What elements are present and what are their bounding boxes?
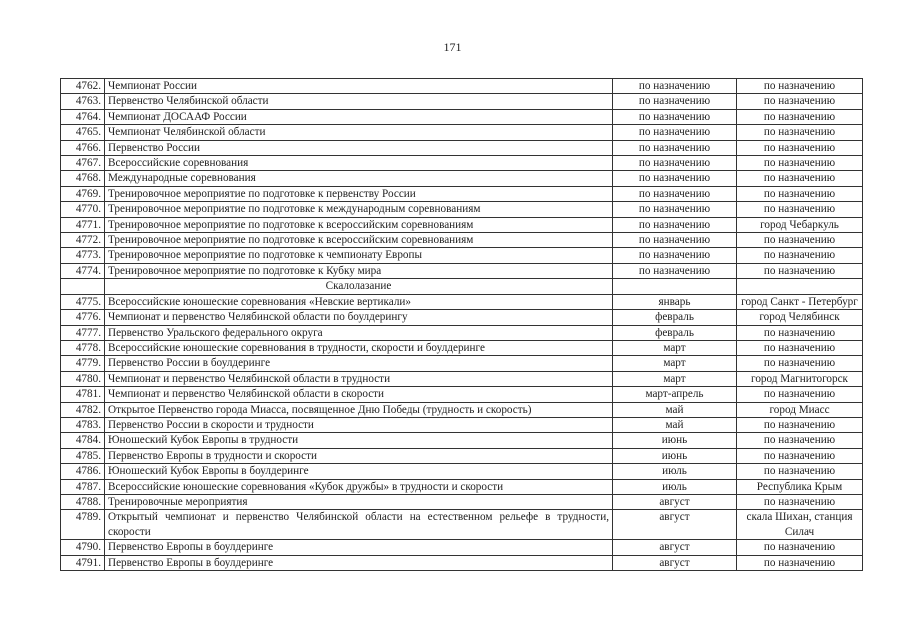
table-row bbox=[61, 263, 863, 278]
event-date: март bbox=[613, 356, 737, 371]
event-place: город Санкт - Петербург bbox=[737, 294, 863, 309]
event-date: март bbox=[613, 371, 737, 386]
event-name: Тренировочное мероприятие по подготовке к всероссийским соревнованиям bbox=[105, 217, 613, 232]
event-name: Первенство России в скорости и трудности bbox=[105, 417, 613, 432]
event-date: по назначению bbox=[613, 109, 737, 124]
event-date: по назначению bbox=[613, 248, 737, 263]
event-place: по назначению bbox=[737, 186, 863, 201]
table-row bbox=[61, 433, 863, 448]
events-table-body bbox=[61, 79, 863, 571]
row-number: 4779. bbox=[61, 356, 105, 371]
table-row bbox=[61, 310, 863, 325]
event-place: по назначению bbox=[737, 387, 863, 402]
event-date: июль bbox=[613, 479, 737, 494]
event-place: по назначению bbox=[737, 340, 863, 355]
event-place: по назначению bbox=[737, 109, 863, 124]
event-place: по назначению bbox=[737, 171, 863, 186]
table-row bbox=[61, 356, 863, 371]
event-name: Тренировочное мероприятие по подготовке к чемпионату Европы bbox=[105, 248, 613, 263]
row-number: 4768. bbox=[61, 171, 105, 186]
event-date: июнь bbox=[613, 448, 737, 463]
event-place: по назначению bbox=[737, 356, 863, 371]
table-row bbox=[61, 448, 863, 463]
row-number: 4778. bbox=[61, 340, 105, 355]
event-place: скала Шихан, станция Силач bbox=[737, 510, 863, 540]
row-number: 4791. bbox=[61, 555, 105, 570]
row-number: 4783. bbox=[61, 417, 105, 432]
event-name: Всероссийские юношеские соревнования «Невские вертикали» bbox=[105, 294, 613, 309]
event-date: январь bbox=[613, 294, 737, 309]
event-name: Юношеский Кубок Европы в боулдеринге bbox=[105, 464, 613, 479]
event-name: Тренировочное мероприятие по подготовке к международным соревнованиям bbox=[105, 202, 613, 217]
table-row bbox=[61, 233, 863, 248]
table-row bbox=[61, 248, 863, 263]
event-name: Первенство Европы в боулдеринге bbox=[105, 555, 613, 570]
table-row bbox=[61, 494, 863, 509]
event-place: город Челябинск bbox=[737, 310, 863, 325]
row-number: 4787. bbox=[61, 479, 105, 494]
section-title: Скалолазание bbox=[105, 279, 613, 294]
row-number: 4763. bbox=[61, 94, 105, 109]
row-number: 4775. bbox=[61, 294, 105, 309]
event-place: город Магнитогорск bbox=[737, 371, 863, 386]
row-number: 4772. bbox=[61, 233, 105, 248]
event-place: город Чебаркуль bbox=[737, 217, 863, 232]
event-date: по назначению bbox=[613, 263, 737, 278]
event-place: по назначению bbox=[737, 248, 863, 263]
event-name: Юношеский Кубок Европы в трудности bbox=[105, 433, 613, 448]
event-name: Первенство России bbox=[105, 140, 613, 155]
event-name: Открытый чемпионат и первенство Челябинской области на естественном рельефе в трудности, скорости bbox=[105, 510, 613, 540]
event-place: по назначению bbox=[737, 140, 863, 155]
row-number: 4770. bbox=[61, 202, 105, 217]
table-row bbox=[61, 109, 863, 124]
table-row bbox=[61, 325, 863, 340]
row-number: 4777. bbox=[61, 325, 105, 340]
table-row bbox=[61, 140, 863, 155]
row-number: 4782. bbox=[61, 402, 105, 417]
event-place: по назначению bbox=[737, 233, 863, 248]
table-row bbox=[61, 294, 863, 309]
row-number: 4790. bbox=[61, 540, 105, 555]
section-empty-cell bbox=[61, 279, 105, 294]
event-place: по назначению bbox=[737, 156, 863, 171]
event-date: по назначению bbox=[613, 202, 737, 217]
event-date: август bbox=[613, 555, 737, 570]
event-date: февраль bbox=[613, 325, 737, 340]
event-name: Чемпионат Челябинской области bbox=[105, 125, 613, 140]
event-place: по назначению bbox=[737, 464, 863, 479]
row-number: 4774. bbox=[61, 263, 105, 278]
row-number: 4764. bbox=[61, 109, 105, 124]
event-date: по назначению bbox=[613, 156, 737, 171]
row-number: 4789. bbox=[61, 510, 105, 540]
row-number: 4767. bbox=[61, 156, 105, 171]
row-number: 4771. bbox=[61, 217, 105, 232]
event-place: по назначению bbox=[737, 417, 863, 432]
row-number: 4765. bbox=[61, 125, 105, 140]
row-number: 4762. bbox=[61, 79, 105, 94]
event-name: Первенство Европы в боулдеринге bbox=[105, 540, 613, 555]
event-name: Чемпионат и первенство Челябинской области в трудности bbox=[105, 371, 613, 386]
event-date: июнь bbox=[613, 433, 737, 448]
event-place: город Миасс bbox=[737, 402, 863, 417]
event-place: по назначению bbox=[737, 125, 863, 140]
row-number: 4780. bbox=[61, 371, 105, 386]
event-name: Всероссийские юношеские соревнования в трудности, скорости и боулдеринге bbox=[105, 340, 613, 355]
event-date: август bbox=[613, 510, 737, 540]
table-row bbox=[61, 464, 863, 479]
table-row bbox=[61, 371, 863, 386]
event-date: май bbox=[613, 417, 737, 432]
event-date: февраль bbox=[613, 310, 737, 325]
row-number: 4784. bbox=[61, 433, 105, 448]
event-date: по назначению bbox=[613, 79, 737, 94]
row-number: 4766. bbox=[61, 140, 105, 155]
event-place: по назначению bbox=[737, 433, 863, 448]
event-place: по назначению bbox=[737, 448, 863, 463]
table-row bbox=[61, 186, 863, 201]
event-date: май bbox=[613, 402, 737, 417]
table-row bbox=[61, 125, 863, 140]
event-date: по назначению bbox=[613, 186, 737, 201]
table-row bbox=[61, 202, 863, 217]
table-row bbox=[61, 217, 863, 232]
event-place: по назначению bbox=[737, 79, 863, 94]
event-name: Открытое Первенство города Миасса, посвященное Дню Победы (трудность и скорость) bbox=[105, 402, 613, 417]
event-date: по назначению bbox=[613, 217, 737, 232]
row-number: 4776. bbox=[61, 310, 105, 325]
events-table bbox=[60, 78, 863, 571]
event-name: Всероссийские юношеские соревнования «Кубок дружбы» в трудности и скорости bbox=[105, 479, 613, 494]
table-row bbox=[61, 171, 863, 186]
event-date: по назначению bbox=[613, 94, 737, 109]
table-row bbox=[61, 417, 863, 432]
event-date: по назначению bbox=[613, 233, 737, 248]
event-name: Первенство Европы в трудности и скорости bbox=[105, 448, 613, 463]
event-name: Тренировочное мероприятие по подготовке к всероссийским соревнованиям bbox=[105, 233, 613, 248]
event-name: Чемпионат и первенство Челябинской области по боулдерингу bbox=[105, 310, 613, 325]
section-empty-cell bbox=[613, 279, 737, 294]
event-place: по назначению bbox=[737, 555, 863, 570]
event-name: Всероссийские соревнования bbox=[105, 156, 613, 171]
row-number: 4781. bbox=[61, 387, 105, 402]
event-date: по назначению bbox=[613, 140, 737, 155]
event-date: март bbox=[613, 340, 737, 355]
table-row bbox=[61, 79, 863, 94]
section-header-row bbox=[61, 279, 863, 294]
event-place: по назначению bbox=[737, 494, 863, 509]
event-date: март-апрель bbox=[613, 387, 737, 402]
table-row bbox=[61, 479, 863, 494]
row-number: 4769. bbox=[61, 186, 105, 201]
event-place: по назначению bbox=[737, 202, 863, 217]
table-row bbox=[61, 510, 863, 540]
row-number: 4773. bbox=[61, 248, 105, 263]
table-row bbox=[61, 387, 863, 402]
table-row bbox=[61, 156, 863, 171]
event-place: по назначению bbox=[737, 94, 863, 109]
table-row bbox=[61, 402, 863, 417]
event-place: Республика Крым bbox=[737, 479, 863, 494]
event-name: Тренировочные мероприятия bbox=[105, 494, 613, 509]
event-name: Чемпионат ДОСААФ России bbox=[105, 109, 613, 124]
table-row bbox=[61, 340, 863, 355]
event-place: по назначению bbox=[737, 263, 863, 278]
event-name: Первенство Челябинской области bbox=[105, 94, 613, 109]
event-date: август bbox=[613, 540, 737, 555]
row-number: 4785. bbox=[61, 448, 105, 463]
event-date: по назначению bbox=[613, 171, 737, 186]
table-row bbox=[61, 540, 863, 555]
event-date: июль bbox=[613, 464, 737, 479]
table-row bbox=[61, 94, 863, 109]
event-place: по назначению bbox=[737, 540, 863, 555]
event-date: август bbox=[613, 494, 737, 509]
event-name: Тренировочное мероприятие по подготовке к Кубку мира bbox=[105, 263, 613, 278]
event-name: Первенство России в боулдеринге bbox=[105, 356, 613, 371]
section-empty-cell bbox=[737, 279, 863, 294]
event-name: Первенство Уральского федерального округа bbox=[105, 325, 613, 340]
event-place: по назначению bbox=[737, 325, 863, 340]
row-number: 4788. bbox=[61, 494, 105, 509]
event-name: Международные соревнования bbox=[105, 171, 613, 186]
event-name: Тренировочное мероприятие по подготовке к первенству России bbox=[105, 186, 613, 201]
row-number: 4786. bbox=[61, 464, 105, 479]
event-date: по назначению bbox=[613, 125, 737, 140]
event-name: Чемпионат России bbox=[105, 79, 613, 94]
event-name: Чемпионат и первенство Челябинской области в скорости bbox=[105, 387, 613, 402]
page-number: 171 bbox=[443, 40, 462, 54]
table-row bbox=[61, 555, 863, 570]
